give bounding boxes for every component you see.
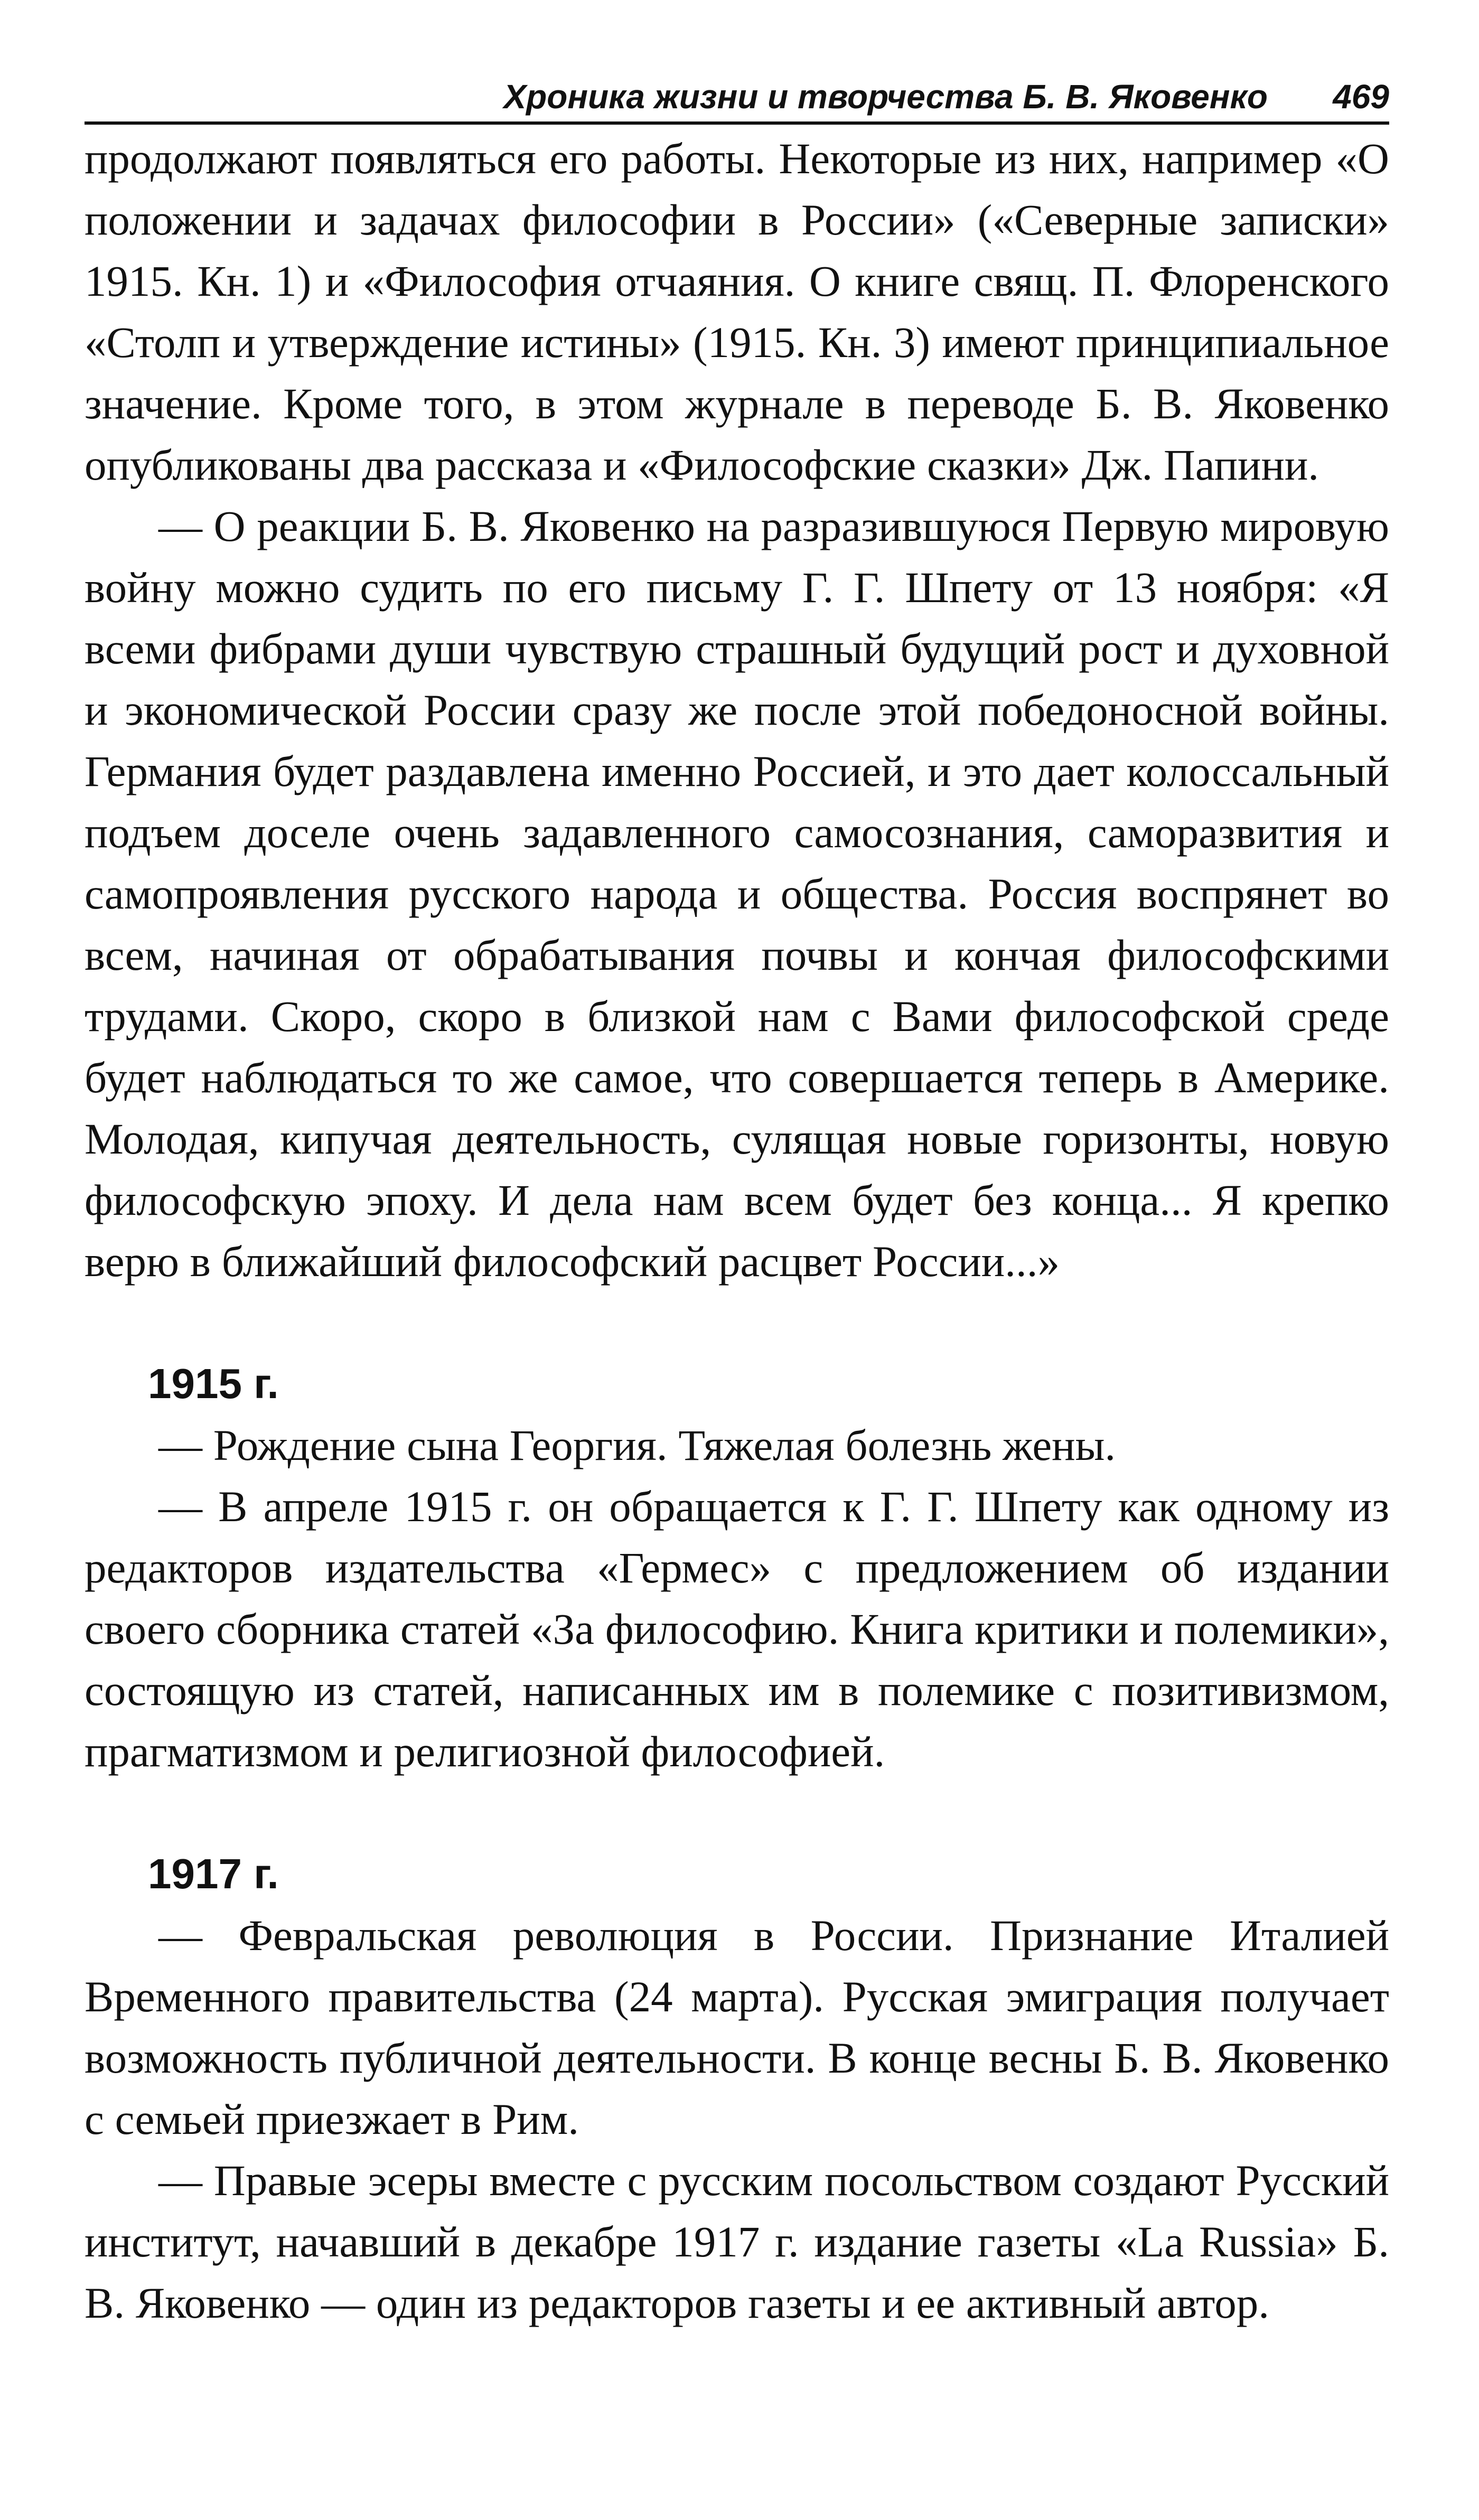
- paragraph-war-reaction: — О реакции Б. В. Яковенко на разразившуюся Первую мировую войну можно судить по его письму Г. Г. Шпету от 13 ноября: «Я всеми фибрами души чувствую страшный будущий рост и духовной и экономической России сразу же после этой победоносной войны. Германия будет раздавлена именно Россией, и это дает колоссальный подъем доселе очень задавленного самосознания, саморазвития и самопроявления русского народа и общества. Россия воспрянет во всем, начиная от обрабатывания почвы и кончая философскими трудами. Скоро, скоро в близкой нам с Вами философской среде будет наблюдаться то же самое, что совершается теперь в Америке. Молодая, кипучая деятельность, сулящая новые горизонты, новую философскую эпоху. И дела нам всем будет без конца... Я крепко верю в ближайший философский расцвет России...»: [85, 502, 1389, 1286]
- page-number: 469: [1333, 78, 1389, 116]
- paragraph-hermes-proposal: — В апреле 1915 г. он обращается к Г. Г. Шпету как одному из редакторов издательства «Гермес» с предложением об издании своего сборника статей «За философию. Книга критики и полемики», состоящую из статей, написанных им в полемике с позитивизмом, прагматизмом и религиозной философией.: [85, 1482, 1389, 1776]
- paragraph-continuation: продолжают появляться его работы. Некоторые из них, например «О положении и задачах философии в России» («Северные записки» 1915. Кн. 1) и «Философия отчаяния. О книге свящ. П. Флоренского «Столп и утверждение истины» (1915. Кн. 3) имеют принципиальное значение. Кроме того, в этом журнале в переводе Б. В. Яковенко опубликованы два рассказа и «Философские сказки» Дж. Папини.: [85, 134, 1389, 489]
- section-gap: [85, 1292, 1389, 1353]
- running-title: Хроника жизни и творчества Б. В. Яковенко: [503, 78, 1268, 116]
- running-header: [85, 53, 1389, 125]
- book-page: [85, 53, 1389, 2334]
- paragraph-son-birth: — Рождение сына Георгия. Тяжелая болезнь жены.: [158, 1421, 1116, 1469]
- paragraph-russian-institute: — Правые эсеры вместе с русским посольством создают Русский институт, начавший в декабре 1917 г. издание газеты «La Russia» Б. В. Яковенко — один из редакторов газеты и ее активный автор.: [85, 2156, 1389, 2327]
- section-gap: [85, 1782, 1389, 1843]
- body-text: [85, 128, 1389, 2334]
- year-heading-1915: 1915 г.: [148, 1360, 279, 1407]
- year-heading-1917: 1917 г.: [148, 1850, 279, 1897]
- paragraph-february-revolution: — Февральская революция в России. Признание Италией Временного правительства (24 марта). Русская эмиграция получает возможность публичной деятельности. В конце весны Б. В. Яковенко с семьей приезжает в Рим.: [85, 1911, 1389, 2143]
